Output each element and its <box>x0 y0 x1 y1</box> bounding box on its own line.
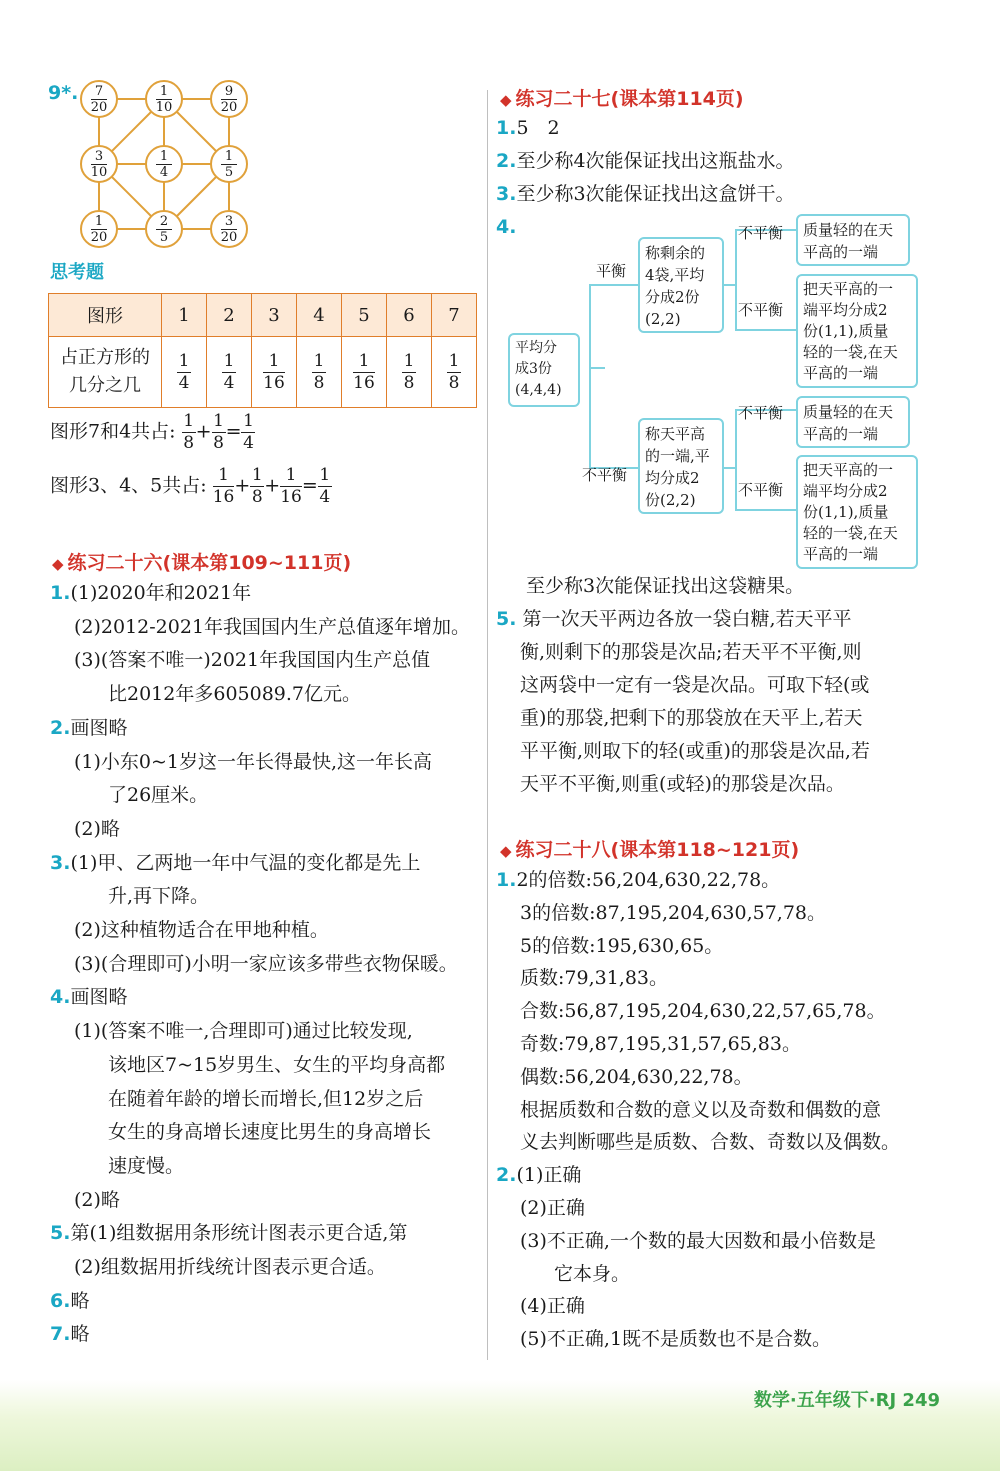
answer-line: 1.2的倍数:56,204,630,22,78。 <box>496 869 781 891</box>
answer-line: (1)(答案不唯一,合理即可)通过比较发现, <box>74 1020 413 1043</box>
answer-line: 4. <box>496 216 517 238</box>
fraction-table <box>48 293 477 408</box>
flow-label-unbalance-a: 不平衡 <box>738 224 784 242</box>
answer-line: 3.至少称3次能保证找出这盒饼干。 <box>496 183 795 205</box>
answer-line: 这两袋中一定有一袋是次品。可取下轻(或 <box>520 674 870 696</box>
answer-line: 偶数:56,204,630,22,78。 <box>520 1065 753 1088</box>
fraction-node: 1 4 <box>145 145 183 183</box>
table-fraction-cell: $\frac{1}{4}$ <box>207 337 252 408</box>
section-27-title: ◆ 练习二十七(课本第114页) <box>500 88 744 110</box>
flow-branch-2: 称天平高 的一端,平 均分成2 份(2,2) <box>638 418 724 514</box>
column-divider <box>487 90 488 1360</box>
flow-label-unbalance: 不平衡 <box>582 466 628 484</box>
answer-line: 1.(1)2020年和2021年 <box>50 582 252 604</box>
answer-line: 在随着年龄的增长而增长,但12岁之后 <box>108 1087 424 1110</box>
flow-label-unbalance-d: 不平衡 <box>738 481 784 499</box>
answer-line: (3)(答案不唯一)2021年我国国内生产总值 <box>74 649 431 672</box>
fraction-node: 1 20 <box>80 210 118 248</box>
think-title: 思考题 <box>50 262 104 283</box>
col-2: 2 <box>207 294 252 337</box>
answer-line: 衡,则剩下的那袋是次品;若天平不平衡,则 <box>520 641 862 663</box>
answer-line: 女生的身高增长速度比男生的身高增长 <box>108 1121 432 1144</box>
answer-line: 3.(1)甲、乙两地一年中气温的变化都是先上 <box>50 851 421 874</box>
answer-line: 质数:79,31,83。 <box>520 967 669 990</box>
answer-line: 5.第(1)组数据用条形统计图表示更合适,第 <box>50 1222 408 1245</box>
answer-line: 升,再下降。 <box>108 885 210 908</box>
fraction-node: 9 20 <box>210 80 248 118</box>
answer-line: (2)这种植物适合在甲地种植。 <box>74 919 329 941</box>
fraction-node: 7 20 <box>80 80 118 118</box>
answer-line: 速度慢。 <box>108 1154 185 1177</box>
flow-label-unbalance-c: 不平衡 <box>738 404 784 422</box>
col-7: 7 <box>432 294 477 337</box>
answer-line: (2)正确 <box>520 1197 585 1219</box>
answer-line: (2)略 <box>74 1188 120 1211</box>
answer-line: 义去判断哪些是质数、合数、奇数以及偶数。 <box>520 1131 901 1154</box>
table-fraction-cell: $\frac{1}{16}$ <box>342 337 387 408</box>
answer-line: 6.略 <box>50 1289 90 1312</box>
answer-line: (2)组数据用折线统计图表示更合适。 <box>74 1256 386 1278</box>
answer-line: (2)2012-2021年我国国内生产总值逐年增加。 <box>74 615 471 638</box>
section-28-title: ◆ 练习二十八(课本第118~121页) <box>500 839 800 861</box>
col-5: 5 <box>342 294 387 337</box>
flow-leaf-2: 把天平高的一 端平均分成2 份(1,1),质量 轻的一袋,在天 平高的一端 <box>796 274 918 388</box>
section-26-title: ◆ 练习二十六(课本第109~111页) <box>52 552 352 574</box>
answer-line: 2.画图略 <box>50 716 128 739</box>
flow-leaf-1: 质量轻的在天 平高的一端 <box>796 214 910 266</box>
answer-line: (3)(合理即可)小明一家应该多带些衣物保暖。 <box>74 952 458 975</box>
flow-leaf-3: 质量轻的在天 平高的一端 <box>796 396 910 448</box>
answer-line: (5)不正确,1既不是质数也不是合数。 <box>520 1328 832 1351</box>
page-footer: 数学·五年级下·RJ 249 <box>753 1390 940 1411</box>
table-fraction-cell: $\frac{1}{4}$ <box>162 337 207 408</box>
answer-line: 2.至少称4次能保证找出这瓶盐水。 <box>496 150 795 172</box>
fraction-node: 3 10 <box>80 145 118 183</box>
question-9-label: 9*. <box>48 82 79 104</box>
answer-line: 奇数:79,87,195,31,57,65,83。 <box>520 1033 801 1055</box>
answer-line: 7.略 <box>50 1323 90 1346</box>
answer-line: 平平衡,则取下的轻(或重)的那袋是次品,若 <box>520 740 870 762</box>
answer-line: 了26厘米。 <box>108 784 209 807</box>
answer-line: (3)不正确,一个数的最大因数和最小倍数是 <box>520 1229 876 1252</box>
fraction-node: 1 10 <box>145 80 183 118</box>
table-fraction-cell: $\frac{1}{16}$ <box>252 337 297 408</box>
table-head-label: 图形 <box>49 294 162 337</box>
answer-line: 重)的那袋,把剩下的那袋放在天平上,若天 <box>520 707 863 729</box>
answer-line: 5. 第一次天平两边各放一袋白糖,若天平平 <box>496 608 852 630</box>
answer-line: (2)略 <box>74 817 120 840</box>
flow-leaf-4: 把天平高的一 端平均分成2 份(1,1),质量 轻的一袋,在天 平高的一端 <box>796 455 918 569</box>
fraction-node: 3 20 <box>210 210 248 248</box>
answer-line: 天平不平衡,则重(或轻)的那袋是次品。 <box>520 773 845 795</box>
answer-line: 比2012年多605089.7亿元。 <box>108 683 362 706</box>
table-fraction-cell: $\frac{1}{8}$ <box>432 337 477 408</box>
answer-line: 5的倍数:195,630,65。 <box>520 934 724 957</box>
row-label: 占正方形的 几分之几 <box>49 337 162 408</box>
fraction-node: 2 5 <box>145 210 183 248</box>
flow-label-balance: 平衡 <box>596 262 627 280</box>
answer-line: (1)小东0~1岁这一年长得最快,这一年长高 <box>74 750 433 773</box>
answer-line: 它本身。 <box>554 1262 631 1285</box>
answer-line: 根据质数和合数的意义以及奇数和偶数的意 <box>520 1098 882 1121</box>
answer-line: (4)正确 <box>520 1295 585 1318</box>
col-4: 4 <box>297 294 342 337</box>
table-fraction-cell: $\frac{1}{8}$ <box>387 337 432 408</box>
flow-conclusion: 至少称3次能保证找出这袋糖果。 <box>526 575 805 597</box>
table-fraction-cell: $\frac{1}{8}$ <box>297 337 342 408</box>
answer-line: 3的倍数:87,195,204,630,57,78。 <box>520 901 827 924</box>
col-6: 6 <box>387 294 432 337</box>
answer-line: 2.(1)正确 <box>496 1164 582 1187</box>
answer-line: 合数:56,87,195,204,630,22,57,65,78。 <box>520 1000 886 1023</box>
answer-line: 4.画图略 <box>50 986 128 1009</box>
flow-root: 平均分 成3份 (4,4,4) <box>508 333 580 407</box>
col-3: 3 <box>252 294 297 337</box>
equation-2: 图形3、4、5共占: $\frac{1}{16}$ + $\frac{1}{8}$ + $\frac{1}{16}$ = $\frac{1}{4}$ <box>50 465 331 507</box>
flow-label-unbalance-b: 不平衡 <box>738 301 784 319</box>
equation-1: 图形7和4共占: $\frac{1}{8}$ + $\frac{1}{8}$ = $\frac{1}{4}$ <box>50 411 254 453</box>
answer-line: 1.5 2 <box>496 117 560 139</box>
flow-branch-1: 称剩余的 4袋,平均 分成2份 (2,2) <box>638 237 724 333</box>
answer-line: 该地区7~15岁男生、女生的平均身高都 <box>108 1053 446 1076</box>
fraction-node: 1 5 <box>210 145 248 183</box>
col-1: 1 <box>162 294 207 337</box>
